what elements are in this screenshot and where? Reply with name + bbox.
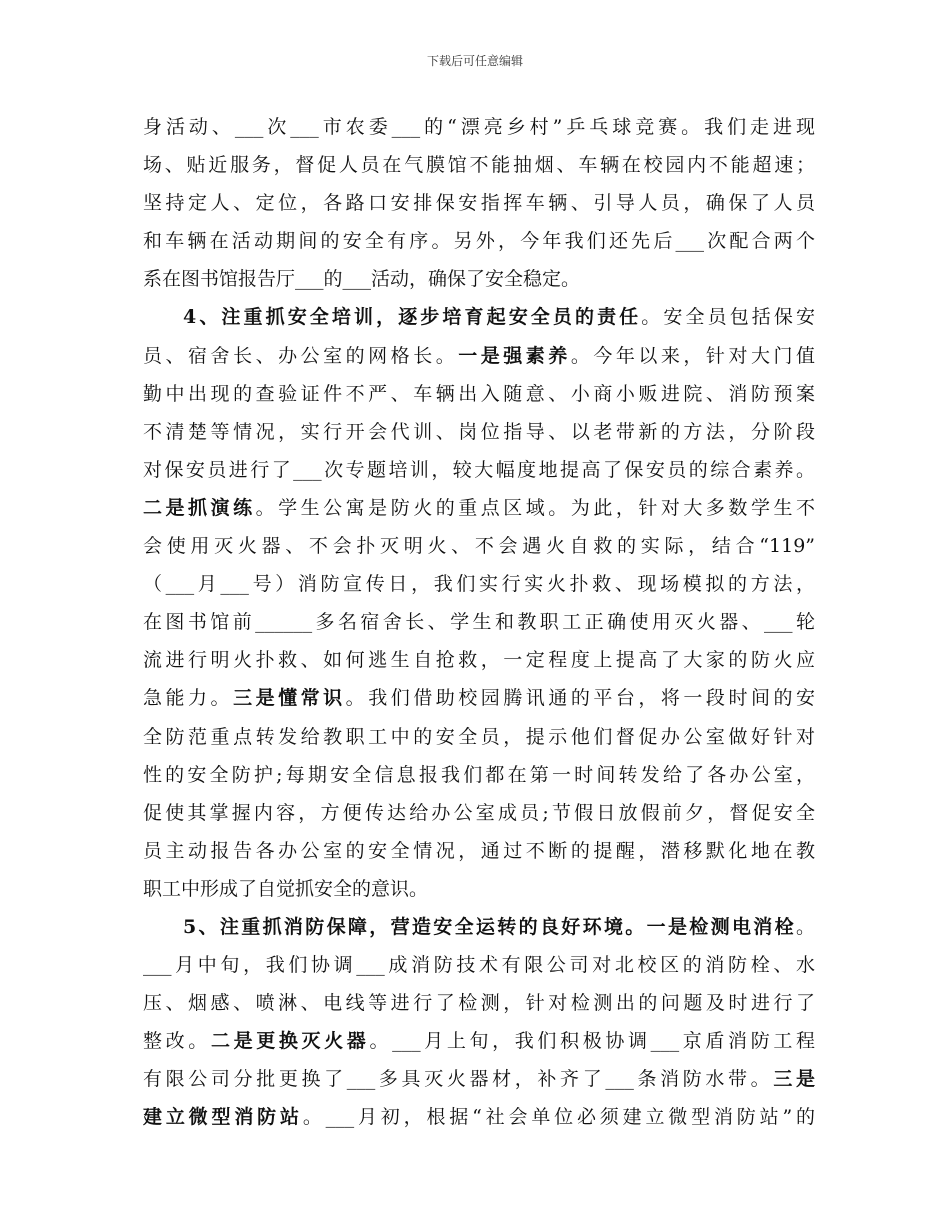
- bold-text-segment: 建立微型消防站: [143, 1106, 303, 1129]
- text-segment: 和车辆在活动期间的安全有序。另外，今年我们还先后___次配合两个: [143, 230, 815, 253]
- text-segment: ___月中旬，我们协调___成消防技术有限公司对北校区的消防栓、水: [143, 954, 815, 977]
- text-line: [143, 451, 815, 489]
- text-segment: 有限公司分批更换了___多具灭火器材，补齐了___条消防水带。: [143, 1068, 774, 1091]
- text-segment: 性的安全防护;每期安全信息报我们都在第一时间转发给了各办公室，: [143, 763, 815, 786]
- text-segment: 场、贴近服务，督促人员在气膜馆不能抽烟、车辆在校园内不能超速；: [143, 154, 815, 177]
- bold-text-segment: 三是懂常识: [233, 687, 346, 710]
- text-segment: 勤中出现的查验证件不严、车辆出入随意、小商小贩进院、消防预案: [143, 382, 815, 405]
- bold-text-segment: 4、注重抓安全培训，逐步培育起安全员的责任: [183, 306, 642, 329]
- text-line: [143, 794, 815, 832]
- text-segment: 全防范重点转发给教职工中的安全员，提示他们督促办公室做好针对: [143, 725, 815, 748]
- text-line: [143, 298, 815, 336]
- text-line: [143, 375, 815, 413]
- text-line: [143, 222, 815, 260]
- text-line: [143, 1060, 815, 1098]
- text-segment: 会使用灭火器、不会扑灭明火、不会遇火自救的实际，结合“119”: [143, 535, 815, 558]
- text-segment: 在图书馆前______多名宿舍长、学生和教职工正确使用灭火器、___轮: [143, 611, 815, 634]
- text-segment: 。___月上旬，我们积极协调___京盾消防工程: [369, 1030, 815, 1053]
- text-line: [143, 565, 815, 603]
- text-segment: 促使其掌握内容，方便传达给办公室成员;节假日放假前夕，督促安全: [143, 801, 815, 824]
- text-segment: 员主动报告各办公室的安全情况，通过不断的提醒，潜移默化地在教: [143, 839, 815, 862]
- text-segment: （___月___号）消防宣传日，我们实行实火扑救、现场模拟的方法，: [143, 573, 815, 596]
- text-line: [143, 489, 815, 527]
- text-segment: 职工中形成了自觉抓安全的意识。: [143, 877, 429, 900]
- text-line: [143, 1022, 815, 1060]
- text-segment: 。学生公寓是防火的重点区域。为此，针对大多数学生不: [255, 496, 815, 519]
- text-segment: 压、烟感、喷淋、电线等进行了检测，针对检测出的问题及时进行了: [143, 992, 815, 1015]
- text-segment: 。: [795, 915, 815, 938]
- text-line: [143, 679, 815, 717]
- text-line: [143, 908, 815, 946]
- text-segment: 员、宿舍长、办公室的网格长。: [143, 344, 459, 367]
- text-segment: 。安全员包括保安: [641, 306, 815, 329]
- text-line: [143, 108, 815, 146]
- text-line: [143, 337, 815, 375]
- text-line: [143, 832, 815, 870]
- bold-text-segment: 一是强素养: [458, 344, 571, 367]
- text-line: [143, 756, 815, 794]
- text-line: [143, 1098, 815, 1136]
- bold-text-segment: 5、注重抓消防保障，营造安全运转的良好环境。一是检测电消栓: [183, 915, 796, 938]
- bold-text-segment: 三是: [773, 1068, 815, 1091]
- text-line: [143, 603, 815, 641]
- text-line: [143, 146, 815, 184]
- text-line: [143, 870, 815, 908]
- text-line: [143, 184, 815, 222]
- bold-text-segment: 二是抓演练: [143, 496, 256, 519]
- text-segment: 整改。: [143, 1030, 211, 1053]
- text-segment: 流进行明火扑救、如何逃生自抢救，一定程度上提高了大家的防火应: [143, 649, 815, 672]
- text-line: [143, 946, 815, 984]
- text-segment: 急能力。: [143, 687, 234, 710]
- text-line: [143, 641, 815, 679]
- text-line: [143, 413, 815, 451]
- page-header: 下载后可任意编辑: [426, 54, 523, 68]
- text-line: [143, 718, 815, 756]
- text-segment: 对保安员进行了___次专题培训，较大幅度地提高了保安员的综合素养。: [143, 458, 815, 481]
- text-segment: 不清楚等情况，实行开会代训、岗位指导、以老带新的方法，分阶段: [143, 420, 815, 443]
- text-segment: 系在图书馆报告厅___的___活动，确保了安全稳定。: [143, 268, 581, 291]
- text-segment: 。今年以来，针对大门值: [570, 344, 815, 367]
- text-line: [143, 527, 815, 565]
- text-segment: 。___月初，根据“社会单位必须建立微型消防站”的: [302, 1106, 815, 1129]
- bold-text-segment: 二是更换灭火器: [210, 1030, 370, 1053]
- text-segment: 身活动、___次___市农委___的“漂亮乡村”乒乓球竞赛。我们走进现: [143, 116, 815, 138]
- body-text: [143, 108, 815, 1137]
- text-segment: 。我们借助校园腾讯通的平台，将一段时间的安: [345, 687, 815, 710]
- text-line: [143, 260, 815, 298]
- text-segment: 坚持定人、定位，各路口安排保安指挥车辆、引导人员，确保了人员: [143, 192, 815, 215]
- text-line: [143, 984, 815, 1022]
